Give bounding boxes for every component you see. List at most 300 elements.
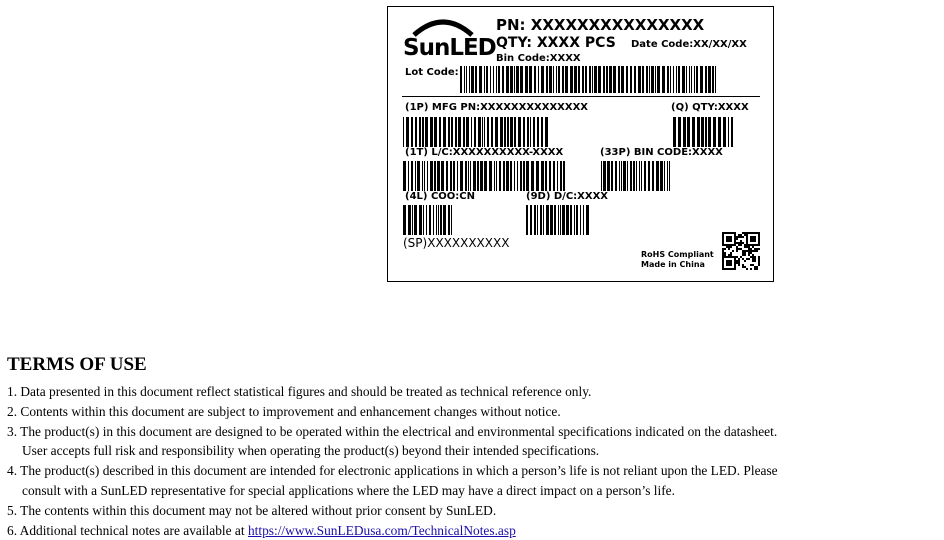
barcode-bar	[455, 117, 457, 147]
barcode-bar	[506, 66, 509, 93]
qr-module	[748, 244, 750, 246]
qr-module	[738, 248, 740, 250]
barcode-bar	[451, 117, 453, 147]
qr-module	[754, 240, 756, 242]
barcode-bar	[723, 117, 726, 147]
qr-module	[746, 232, 748, 234]
barcode-bar	[490, 66, 491, 93]
barcode-bar	[518, 117, 521, 147]
mfg-pn-label: (1P) MFG PN:XXXXXXXXXXXXXX	[405, 102, 589, 113]
barcode-bar	[686, 66, 687, 93]
barcode-bar	[621, 161, 622, 191]
barcode-bar	[530, 117, 531, 147]
barcode-bar	[649, 66, 650, 93]
terms-item-4-cont: consult with a SunLED representative for special applications where the LED may have a direct impact on a person’s life.	[22, 482, 675, 498]
qr-module	[734, 242, 736, 244]
qr-module	[736, 250, 738, 252]
qr-module	[752, 246, 754, 248]
qr-module	[750, 250, 752, 252]
qr-module	[738, 260, 740, 262]
qr-module	[722, 234, 724, 236]
qr-module	[728, 246, 730, 248]
qr-module	[752, 264, 754, 266]
barcode-bar	[466, 66, 467, 93]
barcode-bar	[570, 205, 572, 235]
barcode-bar	[634, 66, 636, 93]
qr-module	[746, 236, 748, 238]
barcode-bar	[630, 161, 632, 191]
barcode-bar	[422, 161, 423, 191]
barcode-bar	[563, 161, 565, 191]
barcode-bar	[592, 66, 593, 93]
barcode-bar	[531, 161, 534, 191]
barcode-bar	[469, 66, 470, 93]
barcode-bar	[494, 161, 495, 191]
barcode-bar	[525, 66, 528, 93]
barcode-bar	[728, 117, 729, 147]
barcode-bar	[589, 66, 591, 93]
qr-module	[728, 262, 730, 264]
barcode-bar	[503, 161, 505, 191]
qr-module	[722, 250, 724, 252]
barcode-bar	[636, 161, 637, 191]
barcode-bar	[433, 205, 434, 235]
qr-module	[730, 268, 732, 270]
barcode-bar	[466, 117, 469, 147]
barcode-bar	[669, 161, 670, 191]
qr-module	[752, 238, 754, 240]
barcode-bar	[403, 205, 406, 235]
bin-code-label: (33P) BIN CODE:XXXX	[600, 147, 723, 158]
qr-module	[728, 248, 730, 250]
qr-module	[722, 258, 724, 260]
qr-module	[730, 256, 732, 258]
barcode-bar	[523, 161, 525, 191]
qr-module	[756, 266, 758, 268]
barcode-bar	[475, 66, 477, 93]
qr-code-icon	[722, 232, 760, 270]
barcode-bar	[553, 66, 554, 93]
qr-module	[734, 244, 736, 246]
qr-module	[726, 236, 728, 238]
barcode-bar	[630, 66, 632, 93]
barcode-bar	[437, 161, 440, 191]
qr-module	[734, 256, 736, 258]
barcode-bar	[530, 205, 532, 235]
barcode-bar	[586, 205, 589, 235]
barcode-bar	[554, 205, 556, 235]
qr-module	[746, 238, 748, 240]
barcode-bar	[510, 117, 513, 147]
bin-code: Bin Code:XXXX	[496, 53, 581, 64]
qr-module	[728, 236, 730, 238]
barcode-bar	[523, 117, 525, 147]
qr-module	[754, 258, 756, 260]
barcode-bar	[473, 161, 476, 191]
qr-module	[724, 248, 726, 250]
barcode-bar	[430, 161, 433, 191]
barcode-bar	[594, 66, 597, 93]
barcode-bar	[543, 205, 544, 235]
barcode-bar	[558, 205, 559, 235]
barcode-bar	[550, 205, 553, 235]
barcode-bar	[507, 117, 509, 147]
qr-module	[734, 262, 736, 264]
barcode-bar	[574, 66, 577, 93]
qr-module	[736, 256, 738, 258]
barcode-bar	[479, 66, 482, 93]
dc-barcode	[526, 205, 592, 235]
barcode-bar	[471, 66, 474, 93]
barcode-bar	[500, 117, 503, 147]
qr-module	[756, 248, 758, 250]
qr-module	[726, 268, 728, 270]
barcode-bar	[613, 66, 616, 93]
barcode-bar	[603, 66, 605, 93]
qr-module	[758, 244, 760, 246]
qr-module	[752, 250, 754, 252]
barcode-bar	[655, 66, 656, 93]
barcode-bar	[537, 205, 538, 235]
qr-module	[730, 264, 732, 266]
q-qty-label: (Q) QTY:XXXX	[671, 102, 749, 113]
barcode-bar	[718, 117, 721, 147]
qr-module	[722, 260, 724, 262]
qr-module	[742, 242, 744, 244]
part-number: PN: XXXXXXXXXXXXXXX	[496, 16, 705, 34]
barcode-bar	[484, 117, 485, 147]
barcode-bar	[414, 205, 417, 235]
qr-module	[758, 258, 760, 260]
qr-module	[752, 254, 754, 256]
barcode-bar	[448, 205, 450, 235]
barcode-bar	[689, 66, 690, 93]
qr-module	[736, 262, 738, 264]
qr-module	[722, 248, 724, 250]
qr-module	[734, 236, 736, 238]
qr-module	[724, 252, 726, 254]
barcode-bar	[471, 117, 472, 147]
barcode-bar	[621, 66, 624, 93]
barcode-bar	[506, 161, 509, 191]
barcode-bar	[429, 205, 431, 235]
qr-module	[724, 268, 726, 270]
qr-module	[722, 236, 724, 238]
barcode-bar	[484, 66, 485, 93]
rohs-compliant-text: RoHS Compliant	[641, 250, 714, 259]
barcode-bar	[495, 117, 498, 147]
barcode-bar	[648, 161, 650, 191]
qr-module	[722, 264, 724, 266]
barcode-bar	[556, 66, 557, 93]
barcode-bar	[642, 66, 644, 93]
barcode-bar	[406, 117, 409, 147]
lot-code-barcode	[460, 66, 718, 93]
barcode-bar	[436, 205, 437, 235]
barcode-bar	[516, 66, 519, 93]
qr-module	[758, 242, 760, 244]
barcode-bar	[411, 161, 413, 191]
lc-barcode	[403, 161, 566, 191]
barcode-bar	[482, 117, 483, 147]
barcode-bar	[562, 66, 564, 93]
barcode-bar	[487, 117, 489, 147]
qr-module	[736, 260, 738, 262]
qr-module	[740, 256, 742, 258]
qr-module	[738, 244, 740, 246]
barcode-bar	[419, 117, 421, 147]
qr-module	[758, 240, 760, 242]
qr-module	[734, 264, 736, 266]
barcode-bar	[422, 117, 424, 147]
barcode-bar	[536, 161, 539, 191]
qr-module	[734, 268, 736, 270]
lc-label: (1T) L/C:XXXXXXXXXX-XXXX	[405, 147, 564, 158]
qr-module	[728, 254, 730, 256]
qr-module	[730, 260, 732, 262]
qr-module	[722, 252, 724, 254]
qr-module	[744, 254, 746, 256]
qr-module	[750, 252, 752, 254]
qr-module	[752, 232, 754, 234]
barcode-bar	[619, 161, 620, 191]
qr-module	[734, 240, 736, 242]
qr-module	[744, 244, 746, 246]
qr-module	[752, 256, 754, 258]
barcode-bar	[480, 161, 483, 191]
qr-module	[754, 250, 756, 252]
barcode-bar	[667, 66, 669, 93]
terms-heading: TERMS OF USE	[7, 354, 147, 375]
qr-module	[752, 260, 754, 262]
barcode-bar	[526, 161, 529, 191]
barcode-bar	[468, 161, 469, 191]
barcode-bar	[457, 161, 458, 191]
qr-module	[726, 260, 728, 262]
qr-module	[746, 246, 748, 248]
qr-module	[736, 248, 738, 250]
barcode-bar	[434, 161, 436, 191]
qr-module	[758, 262, 760, 264]
terms-item-5: 5. The contents within this document may not be altered without prior consent by SunLED.	[7, 502, 497, 518]
barcode-bar	[448, 117, 450, 147]
barcode-bar	[489, 161, 492, 191]
qr-module	[746, 242, 748, 244]
barcode-bar	[697, 117, 700, 147]
qr-module	[726, 232, 728, 234]
qr-module	[758, 234, 760, 236]
barcode-bar	[514, 161, 515, 191]
barcode-bar	[676, 66, 677, 93]
barcode-bar	[438, 205, 439, 235]
terms-item-6	[7, 521, 937, 540]
qr-module	[730, 252, 732, 254]
barcode-bar	[574, 205, 575, 235]
barcode-bar	[678, 117, 681, 147]
qr-module	[736, 238, 738, 240]
barcode-bar	[705, 117, 707, 147]
qr-module	[754, 266, 756, 268]
barcode-bar	[638, 66, 641, 93]
qr-module	[730, 236, 732, 238]
barcode-bar	[546, 66, 548, 93]
barcode-bar	[470, 161, 471, 191]
barcode-bar	[667, 161, 668, 191]
qr-module	[742, 250, 744, 252]
label-divider	[402, 96, 760, 97]
barcode-bar	[609, 66, 612, 93]
qr-module	[740, 236, 742, 238]
barcode-bar	[546, 205, 549, 235]
barcode-bar	[700, 66, 703, 93]
barcode-bar	[540, 205, 542, 235]
qr-module	[726, 262, 728, 264]
qr-module	[728, 268, 730, 270]
barcode-bar	[664, 161, 665, 191]
qr-module	[726, 264, 728, 266]
barcode-bar	[694, 66, 695, 93]
qr-module	[756, 232, 758, 234]
mfg-pn-barcode	[403, 117, 548, 147]
qr-module	[758, 236, 760, 238]
terms-of-use	[7, 354, 937, 540]
barcode-bar	[560, 205, 561, 235]
barcode-bar	[443, 205, 446, 235]
qr-module	[726, 256, 728, 258]
qr-module	[752, 236, 754, 238]
qr-module	[748, 252, 750, 254]
barcode-bar	[434, 117, 437, 147]
rohs-note	[641, 250, 714, 270]
qr-module	[730, 244, 732, 246]
qr-module	[722, 240, 724, 242]
qr-module	[758, 264, 760, 266]
qr-module	[750, 236, 752, 238]
qr-module	[732, 268, 734, 270]
qr-module	[750, 244, 752, 246]
barcode-bar	[656, 161, 659, 191]
barcode-bar	[626, 66, 628, 93]
barcode-bar	[424, 161, 425, 191]
qr-module	[746, 250, 748, 252]
qr-module	[722, 254, 724, 256]
qr-module	[754, 232, 756, 234]
qr-module	[750, 256, 752, 258]
barcode-bar	[558, 66, 560, 93]
barcode-bar	[562, 205, 565, 235]
barcode-bar	[484, 161, 487, 191]
terms-item-3-cont: User accepts full risk and responsibility when operating the product(s) beyond their intended specifications.	[22, 443, 600, 459]
qr-module	[732, 232, 734, 234]
barcode-bar	[603, 161, 606, 191]
barcode-bar	[425, 117, 428, 147]
barcode-bar	[537, 117, 539, 147]
qr-module	[740, 244, 742, 246]
qr-module	[734, 260, 736, 262]
barcode-bar	[453, 161, 455, 191]
qr-module	[754, 244, 756, 246]
barcode-bar	[713, 117, 716, 147]
barcode-bar	[578, 66, 580, 93]
barcode-bar	[708, 117, 711, 147]
barcode-bar	[440, 205, 442, 235]
barcode-bar	[403, 161, 406, 191]
barcode-bar	[502, 66, 504, 93]
dc-label: (9D) D/C:XXXX	[526, 191, 609, 202]
barcode-bar	[520, 161, 522, 191]
qr-module	[736, 246, 738, 248]
barcode-bar	[673, 66, 674, 93]
barcode-bar	[682, 66, 685, 93]
barcode-bar	[496, 161, 497, 191]
terms-item-4: 4. The product(s) described in this document are intended for electronic applications in which a person’s life is not reliant upon the LED. Please	[7, 463, 778, 479]
barcode-bar	[731, 117, 733, 147]
qr-module	[752, 240, 754, 242]
qr-module	[734, 258, 736, 260]
barcode-bar	[633, 161, 635, 191]
barcode-bar	[527, 117, 529, 147]
qr-module	[744, 246, 746, 248]
barcode-bar	[411, 117, 413, 147]
barcode-bar	[566, 205, 569, 235]
barcode-bar	[534, 205, 536, 235]
qr-module	[752, 258, 754, 260]
barcode-bar	[583, 205, 584, 235]
barcode-bar	[678, 66, 680, 93]
technical-notes-link[interactable]: https://www.SunLEDusa.com/TechnicalNotes.asp	[247, 522, 516, 538]
qr-module	[744, 252, 746, 254]
barcode-bar	[427, 161, 428, 191]
barcode-bar	[412, 205, 413, 235]
barcode-bar	[687, 117, 690, 147]
barcode-bar	[657, 66, 660, 93]
barcode-bar	[582, 66, 584, 93]
qr-module	[758, 260, 760, 262]
qr-module	[734, 266, 736, 268]
qr-module	[730, 262, 732, 264]
coo-label: (4L) COO:CN	[405, 191, 475, 202]
qr-module	[724, 244, 726, 246]
qr-module	[722, 242, 724, 244]
lot-code-label: Lot Code:	[405, 67, 459, 78]
qr-module	[734, 232, 736, 234]
barcode-bar	[417, 161, 420, 191]
qr-module	[740, 234, 742, 236]
barcode-bar	[541, 117, 543, 147]
qr-module	[758, 232, 760, 234]
qr-module	[724, 232, 726, 234]
qr-module	[734, 238, 736, 240]
qr-module	[746, 234, 748, 236]
barcode-bar	[691, 66, 692, 93]
qr-module	[756, 268, 758, 270]
barcode-bar	[419, 205, 422, 235]
barcode-bar	[451, 205, 452, 235]
qr-module	[756, 244, 758, 246]
quantity: QTY: XXXX PCS	[496, 35, 616, 51]
barcode-bar	[510, 161, 512, 191]
barcode-bar	[458, 117, 461, 147]
barcode-bar	[715, 66, 716, 93]
qr-module	[754, 248, 756, 250]
barcode-bar	[660, 161, 663, 191]
barcode-bar	[570, 66, 573, 93]
barcode-bar	[534, 66, 536, 93]
qr-module	[728, 240, 730, 242]
qr-module	[722, 232, 724, 234]
qr-module	[750, 268, 752, 270]
qr-module	[740, 248, 742, 250]
